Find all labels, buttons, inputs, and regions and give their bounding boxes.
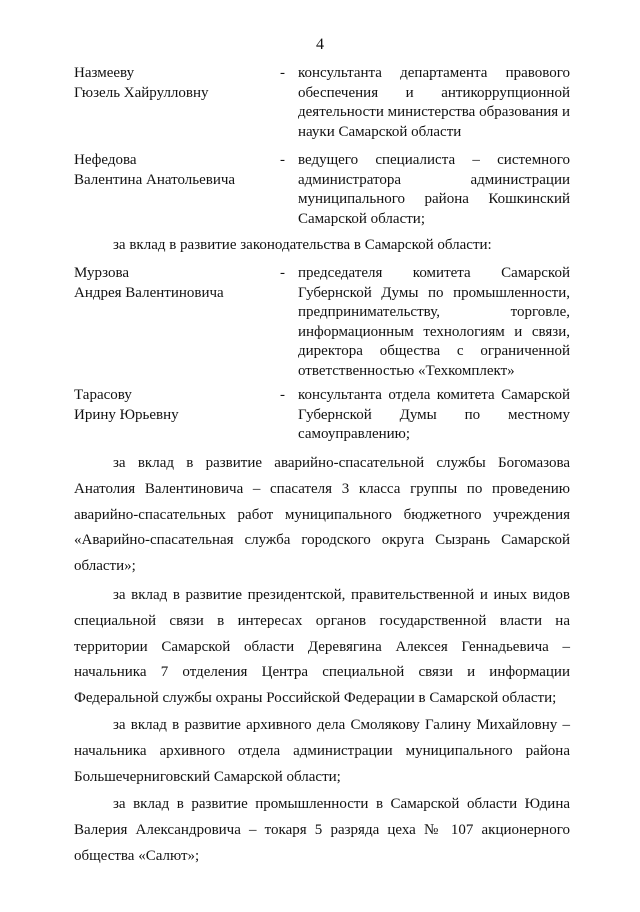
entry-name: Мурзова Андрея Валентиновича xyxy=(74,265,224,301)
page-number: 4 xyxy=(316,36,324,53)
entry-name: Назмееву Гюзель Хайрулловну xyxy=(74,65,209,101)
award-paragraph-archives: за вклад в развитие архивного дела Смолякову Галину Михайловну – начальника архивного отдела администрации муниципального района Большечерниговский Самарской области; xyxy=(74,717,570,785)
award-paragraph-rescue-service: за вклад в развитие аварийно-спасательной службы Богомазова Анатолия Валентиновича – спасателя 3 класса группы по проведению аварийно-спасательных работ муниципального бюджетного учреждения «Аварийно-спасательная служба городского округа Сызрань Самарской области»; xyxy=(74,455,570,575)
entry-dash: - xyxy=(280,387,285,403)
entry-description: ведущего специалиста – системного администратора администрации муниципального района Кошкинский Самарской области; xyxy=(298,152,570,227)
entry-description: консультанта отдела комитета Самарской Губернской Думы по местному самоуправлению; xyxy=(298,387,570,442)
award-paragraph-industry: за вклад в развитие промышленности в Самарской области Юдина Валерия Александровича – токаря 5 разряда цеха № 107 акционерного общества «Салют»; xyxy=(74,796,570,864)
entry-name: Нефедова Валентина Анатольевича xyxy=(74,152,236,188)
entry-dash: - xyxy=(280,152,285,168)
award-paragraph-special-communication: за вклад в развитие президентской, правительственной и иных видов специальной связи в интересах органов государственной власти на территории Самарской области Деревягина Алексея Геннадьевича – начальника 7 отделения Центра специальной связи и информации Федеральной службы охраны Российской Федерации в Самарской области; xyxy=(74,587,570,707)
entry-description: председателя комитета Самарской Губернской Думы по промышленности, предпринимательству, торговле, информационным технологиям и связи, директора общества с ограниченной ответственностью «Техкомплект» xyxy=(298,265,570,379)
legislation-heading: за вклад в развитие законодательства в Самарской области: xyxy=(113,237,492,253)
entry-description: консультанта департамента правового обеспечения и антикоррупционной деятельности министерства образования и науки Самарской области xyxy=(298,65,570,140)
entry-dash: - xyxy=(280,65,285,81)
entry-dash: - xyxy=(280,265,285,281)
entry-name: Тарасову Ирину Юрьевну xyxy=(74,387,179,423)
